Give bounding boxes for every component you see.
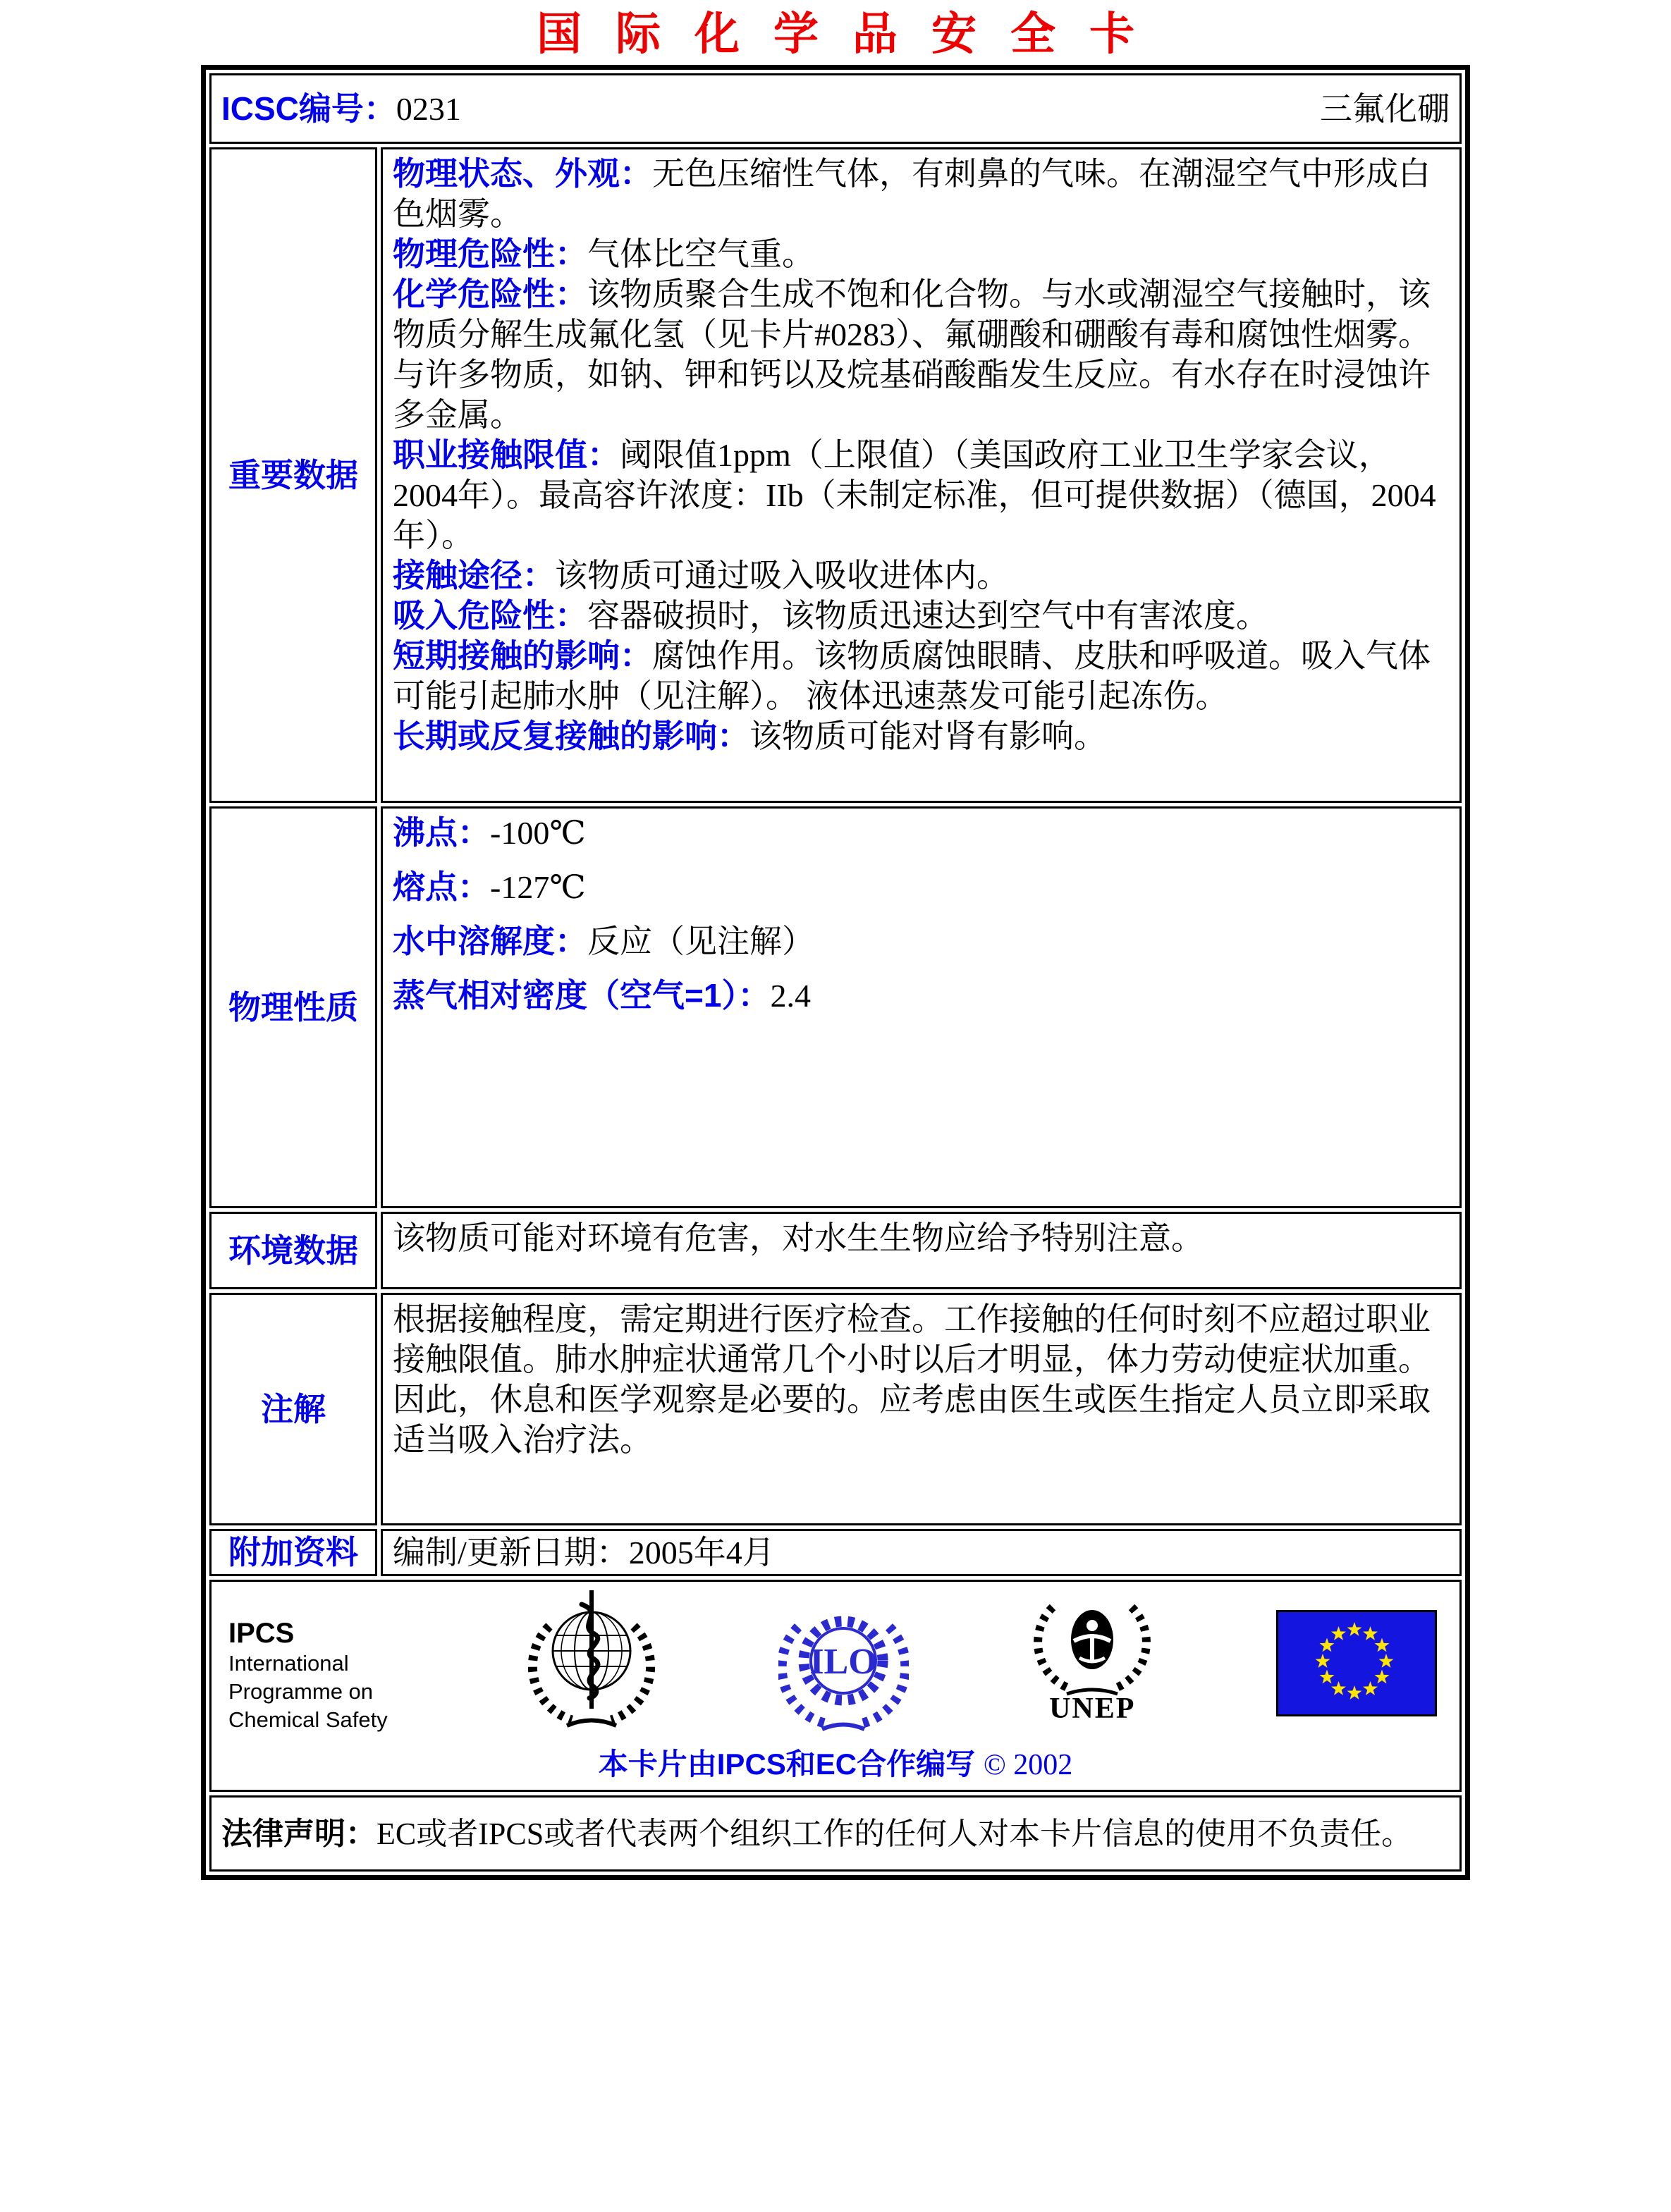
legal-text: EC或者IPCS或者代表两个组织工作的任何人对本卡片信息的使用不负责任。: [377, 1817, 1413, 1851]
data-item: [393, 274, 1450, 435]
important-data-label: 重要数据: [209, 147, 377, 803]
data-item: [393, 555, 1450, 596]
field-text: 无色压缩性气体，有刺鼻的气味。在潮湿空气中形成白色烟雾。: [393, 156, 1431, 232]
environmental-data-label: 环境数据: [209, 1212, 377, 1289]
field-label: 熔点：: [393, 868, 490, 905]
page-title: 国际化学品安全卡: [537, 8, 1168, 59]
data-item: [393, 596, 1450, 636]
property-item: [393, 976, 1450, 1016]
field-text: 腐蚀作用。该物质腐蚀眼睛、皮肤和呼吸道。吸入气体可能引起肺水肿（见注解）。 液体迅速蒸发可能引起冻伤。: [393, 638, 1431, 714]
update-date-label: 编制/更新日期：: [393, 1535, 629, 1571]
legal-cell: [209, 1795, 1462, 1872]
additional-info-content: [381, 1529, 1462, 1576]
physical-properties-label: 物理性质: [209, 806, 377, 1208]
ipcs-line: Programme on: [228, 1679, 374, 1704]
legal-row: [209, 1795, 1462, 1872]
field-label: 沸点：: [393, 814, 490, 851]
notes-label: 注解: [209, 1293, 377, 1525]
icsc-card-table: [201, 65, 1470, 1880]
substance-name: 三氟化硼: [1320, 90, 1450, 127]
field-label: 水中溶解度：: [393, 923, 587, 959]
field-text: 该物质可能对肾有影响。: [749, 718, 1106, 754]
credit-copyright: © 2002: [983, 1749, 1073, 1781]
data-item: [393, 636, 1450, 716]
field-text: 该物质聚合生成不饱和化合物。与水或潮湿空气接触时，该物质分解生成氟化氢（见卡片#0283）、氟硼酸和硼酸有毒和腐蚀性烟雾。与许多物质，如钠、钾和钙以及烷基硝酸酯发生反应。有水存在时浸蚀许多金属。: [393, 276, 1431, 433]
ipcs-line: International: [228, 1651, 349, 1676]
field-text: 容器破损时，该物质迅速达到空气中有害浓度。: [587, 598, 1268, 634]
field-label: 化学危险性：: [393, 276, 587, 312]
field-label: 长期或反复接触的影响：: [393, 718, 749, 754]
field-label: 接触途径：: [393, 557, 555, 594]
credit-text: 本卡片由IPCS和EC合作编写: [598, 1747, 976, 1781]
eu-flag-icon: [1276, 1610, 1437, 1716]
unep-logo-icon: [1032, 1592, 1153, 1697]
icsc-number-group: [221, 89, 461, 129]
field-text: 2.4: [770, 978, 811, 1014]
unep-logo-block: [1032, 1592, 1153, 1724]
svg-text:ILO: ILO: [809, 1642, 877, 1682]
data-item: [393, 154, 1450, 234]
update-date-value: 2005年4月: [628, 1535, 775, 1571]
physical-properties-row: [209, 806, 1462, 1208]
property-item: [393, 813, 1450, 853]
field-text: 反应（见注解）: [587, 923, 814, 959]
credit-line: [226, 1744, 1445, 1786]
who-logo-icon: [528, 1587, 655, 1732]
notes-row: [209, 1293, 1462, 1525]
ipcs-acronym: IPCS: [228, 1618, 295, 1649]
icsc-number-label: ICSC编号：: [221, 90, 396, 127]
header-row: [209, 73, 1462, 144]
unep-label: UNEP: [1049, 1692, 1136, 1725]
property-item: [393, 921, 1450, 961]
field-label: 物理状态、外观：: [393, 155, 652, 192]
ipcs-line: Chemical Safety: [228, 1707, 388, 1732]
field-label: 职业接触限值：: [393, 436, 620, 473]
header-cell: [209, 73, 1462, 144]
data-item: [393, 234, 1450, 274]
field-text: 气体比空气重。: [587, 236, 814, 272]
field-label: 物理危险性：: [393, 235, 587, 272]
data-item: [393, 716, 1450, 756]
environmental-data-content: 该物质可能对环境有危害，对水生生物应给予特别注意。: [381, 1212, 1462, 1289]
important-data-row: [209, 147, 1462, 803]
logos-cell: [209, 1580, 1462, 1792]
data-item: [393, 435, 1450, 555]
field-label: 蒸气相对密度（空气=1）：: [393, 977, 771, 1014]
field-label: 短期接触的影响：: [393, 637, 652, 674]
legal-label: 法律声明：: [221, 1817, 377, 1851]
field-label: 吸入危险性：: [393, 597, 587, 634]
icsc-number-value: 0231: [396, 90, 461, 127]
logos-row: [209, 1580, 1462, 1792]
notes-content: 根据接触程度，需定期进行医疗检查。工作接触的任何时刻不应超过职业接触限值。肺水肿症状通常几个小时以后才明显，体力劳动使症状加重。因此，休息和医学观察是必要的。应考虑由医生或医生指定人员立即采取适当吸入治疗法。: [381, 1293, 1462, 1525]
field-text: 该物质可通过吸入吸收进体内。: [555, 558, 1009, 594]
field-text: -127℃: [490, 869, 586, 905]
additional-info-row: [209, 1529, 1462, 1576]
field-text: 阈限值1ppm（上限值）（美国政府工业卫生学家会议，2004年）。最高容许浓度：IIb（未制定标准，但可提供数据）（德国，2004年）。: [393, 437, 1436, 553]
environmental-data-row: [209, 1212, 1462, 1289]
field-text: -100℃: [490, 815, 586, 851]
ilo-logo-icon: [778, 1593, 909, 1734]
ipcs-text-block: [228, 1617, 405, 1734]
physical-properties-content: [381, 806, 1462, 1208]
additional-info-label: 附加资料: [209, 1529, 377, 1576]
important-data-content: [381, 147, 1462, 803]
property-item: [393, 867, 1450, 907]
